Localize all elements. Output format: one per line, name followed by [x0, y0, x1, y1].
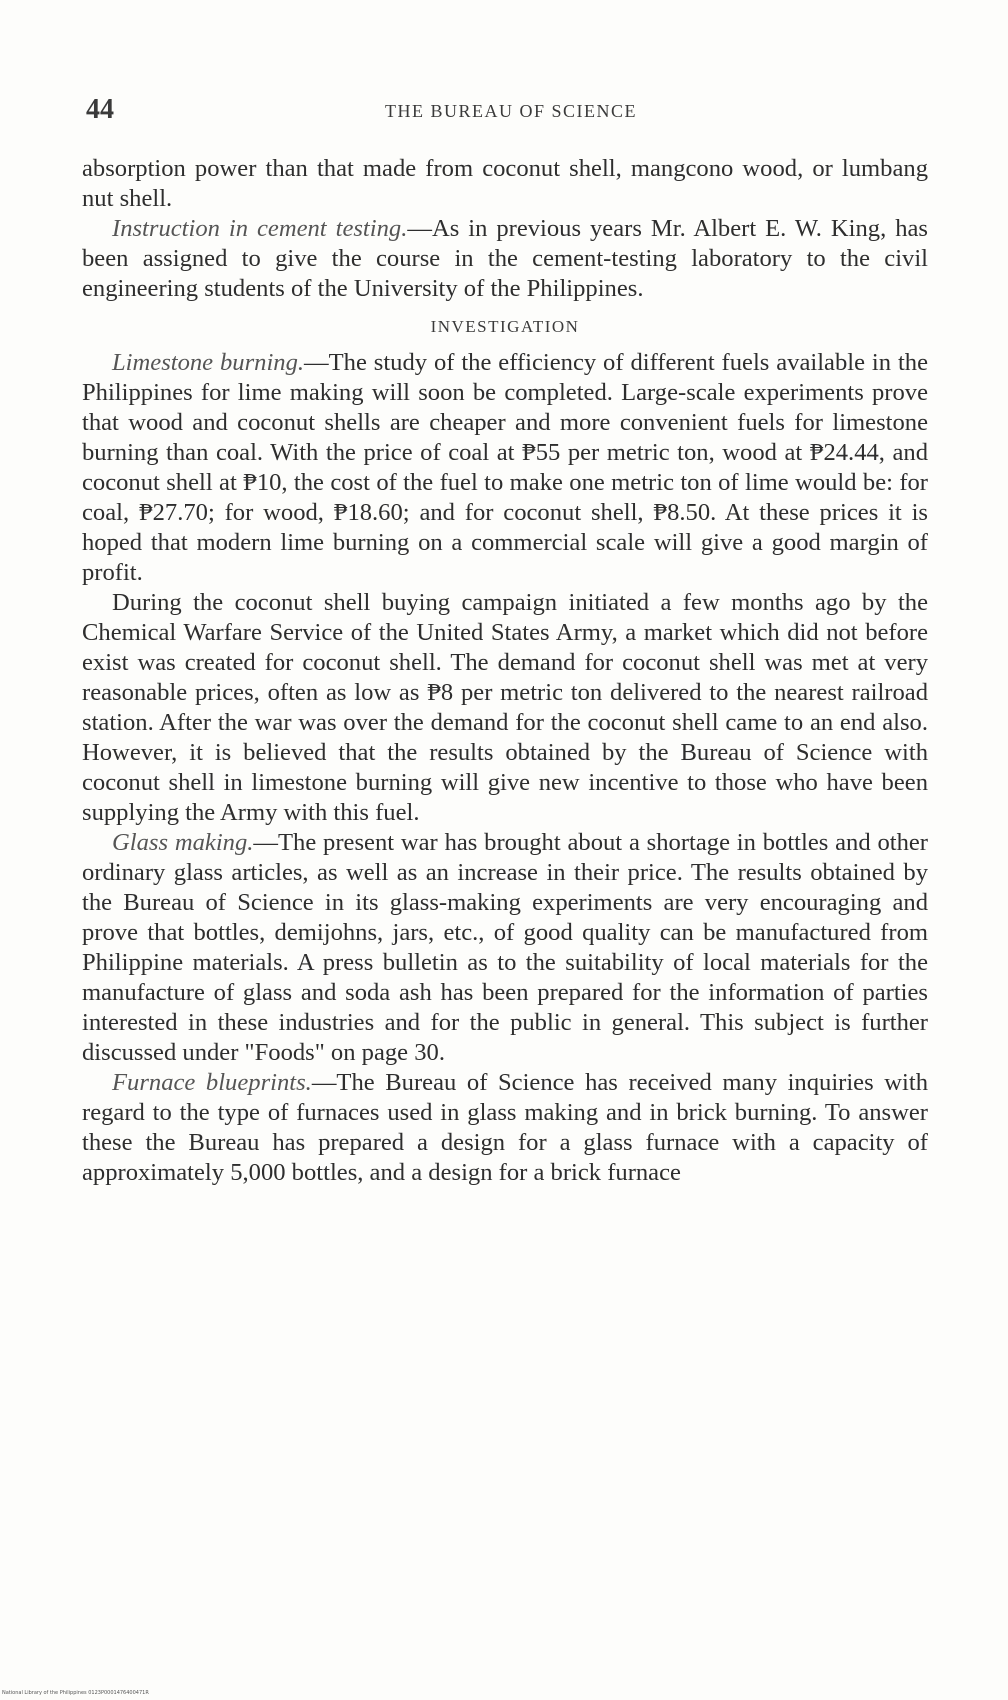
body-text: [82, 154, 928, 1188]
glass-making-paragraph: [82, 828, 928, 1068]
running-head: THE BUREAU OF SCIENCE: [384, 101, 637, 121]
scan-footer-note: National Library of the Philippines 0123P0001476400471R: [2, 1690, 149, 1696]
furnace-text: —The Bureau of Science has received many inquiries with regard to the type of furnaces used in glass making and in brick burning. To answer these the Bureau has prepared a design for a glass furnace with a capacity of approximately 5,000 bottles, and a design for a brick furnace: [82, 1069, 928, 1186]
glass-making-text: —The present war has brought about a shortage in bottles and other ordinary glass articles, as well as an increase in their price. The results obtained by the Bureau of Science in its glass-making experiments are very encouraging and prove that bottles, demijohns, jars, etc., of good quality can be manufactured from Philippine materials. A press bulletin as to the suitability of local materials for the manufacture of glass and soda ash has been prepared for the information of parties interested in these industries and for the public in general. This subject is further discussed under "Foods" on page 30.: [82, 829, 929, 1066]
cement-testing-title: Instruction in cement testing.: [112, 215, 408, 242]
furnace-paragraph: [82, 1068, 928, 1188]
furnace-title: Furnace blueprints.: [112, 1069, 312, 1096]
continuation-paragraph: absorption power than that made from coconut shell, mangcono wood, or lumbang nut shell.: [82, 155, 928, 212]
limestone-title: Limestone burning.: [112, 349, 305, 376]
cement-testing-text: —As in previous years Mr. Albert E. W. King, has been assigned to give the course in the cement-testing laboratory to the civil engineering students of the University of the Philippines.: [82, 215, 928, 302]
coconut-shell-paragraph: During the coconut shell buying campaign initiated a few months ago by the Chemical Warfare Service of the United States Army, a market which did not before exist was created for coconut shell. The demand for coconut shell was met at very reasonable prices, often as low as ₱8 per metric ton delivered to the nearest railroad station. After the war was over the demand for the coconut shell came to an end also. However, it is believed that the results obtained by the Bureau of Science with coconut shell in limestone burning will give new incentive to those who have been supplying the Army with this fuel.: [82, 589, 928, 826]
page-number: 44: [86, 94, 114, 125]
cement-testing-paragraph: [82, 214, 928, 304]
page-header: [86, 94, 936, 128]
investigation-heading: INVESTIGATION: [430, 317, 580, 336]
limestone-paragraph: [82, 348, 928, 588]
limestone-text: —The study of the efficiency of different fuels available in the Philippines for lime making will soon be completed. Large-scale experiments prove that wood and coconut shells are cheaper and more convenient fuels for limestone burning than coal. With the price of coal at ₱55 per metric ton, wood at ₱24.44, and coconut shell at ₱10, the cost of the fuel to make one metric ton of lime would be: for coal, ₱27.70; for wood, ₱18.60; and for coconut shell, ₱8.50. At these prices it is hoped that modern lime burning on a commercial scale will give a good margin of profit.: [82, 349, 928, 586]
glass-making-title: Glass making.: [112, 829, 254, 856]
